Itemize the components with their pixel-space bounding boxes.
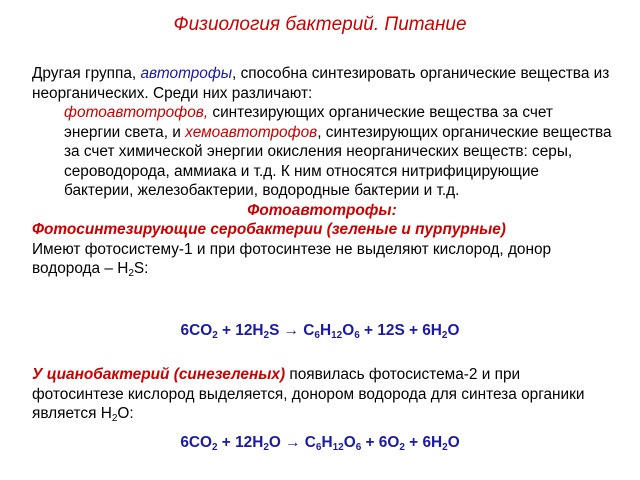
- sulfur-bacteria-text: Имеют фотосистему-1 и при фотосинтезе не выделяют кислород, донор водорода – $H_2S$:: [32, 240, 552, 279]
- term-photoautotrophs: фотоавтотрофов,: [64, 104, 209, 121]
- cyanobacteria-heading: У цианобактерий (синезеленых): [32, 366, 286, 383]
- intro-text-2: , способна синтезировать органические вещества из неорганических. Среди них различают:: [32, 65, 610, 102]
- intro-block: [32, 64, 612, 279]
- slide-title: Физиология бактерий. Питание: [173, 14, 467, 35]
- intro-text-1: Другая группа,: [32, 65, 141, 82]
- intro-text-3: синтезирующих органические вещества за счет энергии света, и: [64, 104, 553, 141]
- term-autotrophs: автотрофы: [140, 65, 233, 82]
- intro-indented: [32, 103, 612, 201]
- photoautotrophs-heading: Фотоавтотрофы:: [247, 201, 397, 219]
- intro-text-4: , синтезирующих органические вещества за счет химической энергии окисления неорганических веществ: серы, сероводорода, аммиака и т.д. К ним относятся нитрифицирующие бактерии, железобактерии, водородные бактерии и т.д.: [64, 123, 612, 199]
- intro-paragraph: [32, 64, 612, 103]
- cyanobacteria-text: появилась фотосистема-2 и при фотосинтезе кислород выделяется, донором водорода для синтеза органики является H: [32, 366, 585, 422]
- cyanobacteria-block: У цианобактерий (синезеленых) появилась фотосистема-2 и при фотосинтезе кислород выделяется, донором водорода для синтеза органики является $H_2O$:: [32, 366, 585, 424]
- equation-sulfur: $6CO_2 + 12H_2S \to C_6H_{12}O_6 + 12S + 6H_2O$: [180, 322, 460, 341]
- term-chemoautotrophs: хемоавтотрофов: [185, 123, 318, 141]
- equation-cyanobacteria: $6CO_2 + 12H_2O \to C_6H_{12}O_6 + 6O_2 + 6H_2O$: [180, 434, 460, 453]
- sulfur-bacteria-heading: Фотосинтезирующие серобактерии (зеленые и пурпурные): [32, 221, 506, 238]
